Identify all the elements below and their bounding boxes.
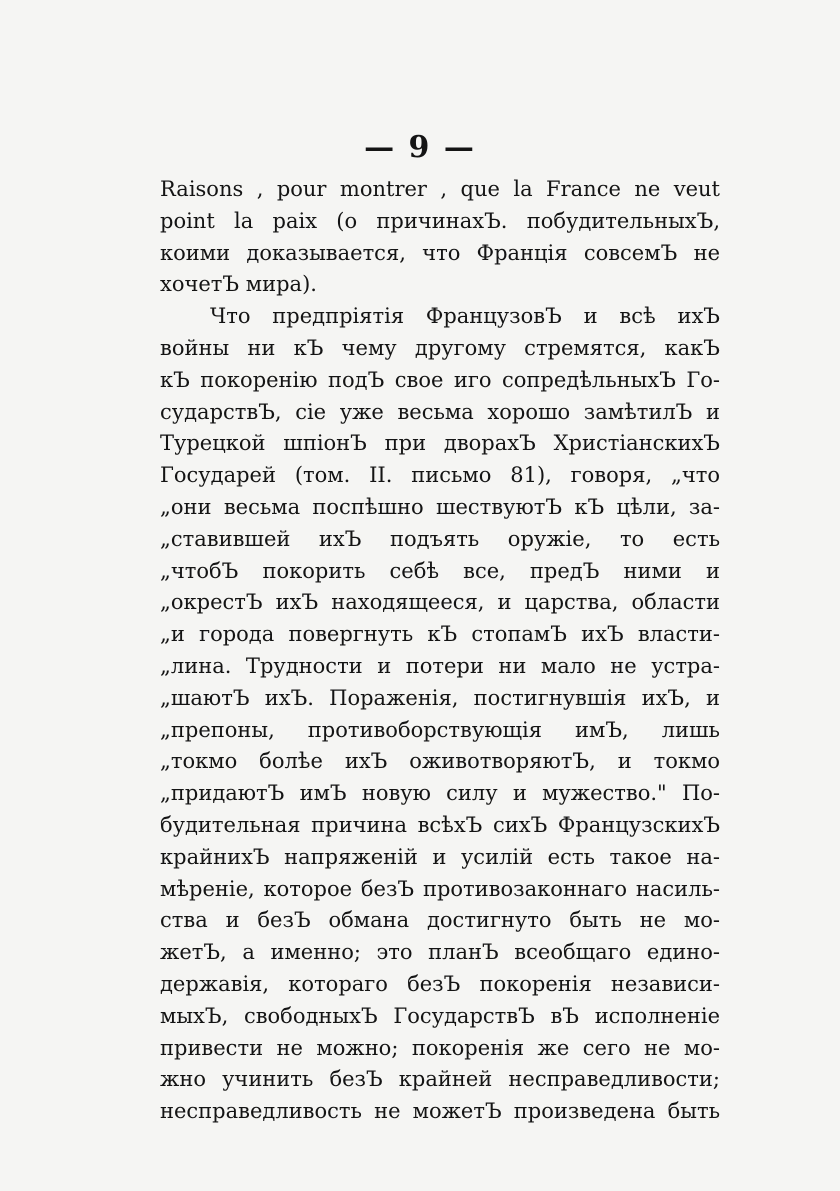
text-line: будительная причина всѣхЪ сихЪ ФранцузскихЪ (160, 812, 720, 837)
text-line: несправедливость не можетЪ произведена быть (160, 1099, 720, 1124)
text-line: Raisons , pour montrer , que la France ne veut (160, 177, 720, 201)
text-line: „шаютЪ ихЪ. Пораженiя, постигнувшiя ихЪ, и (160, 685, 720, 710)
text-line: коими доказывается, что Францiя совсемЪ не (160, 240, 720, 265)
text-line: привести не можно; покоренiя же сего не мо- (160, 1035, 720, 1060)
text-line: жно учинить безЪ крайней несправедливости; (160, 1067, 720, 1092)
text-line: „чтобЪ покорить себѣ все, предЪ ними и (160, 558, 720, 583)
text-line: Турецкой шпiонЪ при дворахЪ ХристiанскихЪ (160, 431, 720, 456)
text-line: кЪ покоренiю подЪ свое иго сопредѣльныхЪ Го- (160, 367, 720, 392)
text-line: мѣренiе, которое безЪ противозаконнаго насиль- (160, 876, 720, 901)
text-line: сударствЪ, сiе уже весьма хорошо замѣтилЪ и (160, 399, 720, 424)
text-line: крайнихЪ напряженiй и усилiй есть такое на- (160, 844, 720, 869)
body-text (160, 174, 720, 1128)
text-line: „лина. Трудности и потери ни мало не устра- (160, 653, 720, 678)
text-line: „токмо болѣе ихЪ оживотворяютЪ, и токмо (160, 749, 720, 774)
text-line: „придаютЪ имЪ новую силу и мужество." По- (160, 781, 720, 806)
text-line: „они весьма поспѣшно шествуютЪ кЪ цѣли, за- (160, 494, 720, 519)
text-line: Государей (том. II. письмо 81), говоря, „что (160, 463, 720, 488)
text-line: державiя, котораго безЪ покоренiя независи- (160, 971, 720, 996)
text-line: Что предпрiятiя ФранцузовЪ и всѣ ихЪ (210, 304, 720, 329)
text-line: „препоны, противоборствующiя имЪ, лишь (160, 717, 720, 742)
text-line: „и города повергнуть кЪ стопамЪ ихЪ власти- (160, 622, 720, 647)
text-line: ства и безЪ обмана достигнуто быть не мо- (160, 908, 720, 933)
text-line: „окрестЪ ихЪ находящееся, и царства, области (160, 590, 720, 615)
text-line: point la paix (о причинахЪ. побудительныхЪ, (160, 208, 720, 233)
text-line: „ставившей ихЪ подъять оружiе, то есть (160, 526, 720, 551)
text-line: войны ни кЪ чему другому стремятся, какЪ (160, 335, 720, 360)
text-line: мыхЪ, свободныхЪ ГосударствЪ вЪ исполненiе (160, 1003, 720, 1028)
page-number: — 9 — (364, 130, 476, 165)
text-line: хочетЪ мира). (160, 272, 317, 297)
text-line: жетЪ, а именно; это планЪ всеобщаго едино- (160, 940, 720, 965)
